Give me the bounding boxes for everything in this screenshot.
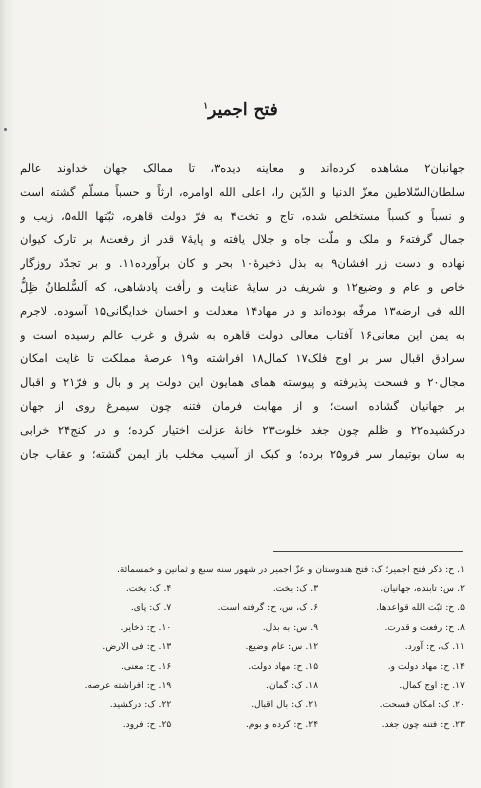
footnote: ۱۳. ح: فی الارض.: [102, 641, 172, 653]
footnote: ۱۴. ح: مهاد دولت و.: [387, 660, 465, 672]
text-line: سرادق اقبال سر بر اوج فلک۱۷ کمال۱۸ افراشته و۱۹ عرصهٔ مملکت تا غایت امکان: [20, 351, 465, 366]
footnote-row: [20, 657, 465, 676]
footnote: ۲۰. ک: امکان فسحت.: [379, 699, 465, 711]
text-line: بر جهانیان گشاده است؛ و از مهابت فرمان فتنه چون سیمرغ روی از جهان: [20, 398, 465, 413]
footnote-row: [20, 579, 465, 598]
footnote-row: [20, 676, 465, 695]
footnote: ۵. ح: ثبّت الله قواعدها.: [376, 602, 465, 614]
footnote: ۱۲. س: عام وضیع.: [245, 641, 319, 653]
text-line: و نسباً و کسباً مستخلص شده، تاج و تخت۴ به فرّ دولت قاهره، ثبّتها الله۵، زیب و: [20, 208, 465, 223]
footnote: ۲. س: تابنده، جهانیان.: [380, 583, 465, 594]
footnote-row: [20, 695, 465, 714]
text-line: خاص و عام و وضیع۱۲ و شریف در سایهٔ عنایت و رأفت پادشاهی، که اَلسُّلطانُ ظِلُّ: [20, 279, 465, 294]
footnote: ۴. ک: بخت.: [125, 583, 172, 594]
text-line: مجال۲۰ و فسحت پذیرفته و پیوسته همای همایون این دولت پر و بال و فرّ۲۱ و اقبال: [20, 375, 465, 390]
footnotes: [20, 560, 465, 734]
footnote: ۷. ک: پای.: [130, 602, 172, 614]
footnote: ۶. ک، س، ح: گرفته است.: [217, 602, 319, 614]
footnote: ۱۱. ک، ح: آورد.: [404, 641, 465, 653]
footnote: ۳. ک: بخت.: [272, 583, 319, 594]
footnote-row: [20, 637, 465, 656]
footnote: ۱۵. ح: مهاد دولت.: [248, 660, 319, 672]
text-line: الله فی ارضه۱۳ مرفّه بوده‌اند و در مهاد۱۴ معدلت و احسان خدایگانی۱۵ آسوده. لاجرم: [20, 303, 465, 318]
chapter-title-footnote-ref: ۱: [203, 101, 209, 112]
footnote-divider: [273, 551, 463, 552]
footnote: ۲۴. ح: کرده و بوم.: [245, 718, 319, 730]
footnote-row: [20, 715, 465, 734]
footnote: ۲۵. ح: فرود.: [122, 718, 172, 730]
text-line: جمال گرفته۶ و ملک و ملّت جاه و جلال یافته و پایهٔ۷ قدر از رفعت۸ بر تارک کیوان: [20, 232, 465, 247]
text-line: سلطان‌السّلاطین معزّ الدنیا و الدّین را، اعلی الله اوامره، ارثاً و حسباً مسلّم گشته است: [20, 184, 465, 199]
footnote: ۲۲. ک: درکشید.: [109, 699, 172, 711]
margin-mark: [4, 128, 7, 131]
text-line: نهاده و دست زر افشان۹ به بذل ذخیرهٔ۱۰ بحر و کان برآورده۱۱. و بر تجدّد روزگار: [20, 256, 465, 271]
text-line: جهانبان۲ مشاهده کرده‌اند و معاینه دیده۳، تا ممالک جهان خداوند عالم: [20, 161, 465, 175]
footnote-row: [20, 618, 465, 637]
footnote: ۱۸. ک: گمان.: [266, 679, 319, 691]
footnote: ۹. س: به بذل.: [262, 621, 319, 633]
footnote: ۱۷. ح: اوج کمال.: [399, 679, 465, 691]
chapter-title: [0, 100, 481, 120]
footnote-row: [20, 598, 465, 617]
chapter-title-text: فتح اجمیر: [208, 100, 278, 120]
text-line: درکشیده۲۲ و ظلم چون جغد خلوت۲۳ خانهٔ عزلت اختیار کرده؛ و در کنج۲۴ خرابی: [20, 422, 465, 437]
footnote: ۱۹. ح: افراشته عرصه.: [84, 679, 172, 691]
text-line: به یمن این معانی۱۶ آفتاب معالی دولت قاهره به شرق و غرب عالم رسیده است و: [20, 327, 465, 342]
footnote: ۸. ح: رفعت و قدرت.: [384, 621, 465, 633]
footnote: ۱۰. ح: ذخایر.: [120, 621, 172, 633]
body-text: [20, 157, 465, 466]
footnote: ۲۳. ح: فتنه چون جغد.: [381, 718, 465, 730]
footnote: ۱۶. ح: معنی.: [120, 660, 172, 672]
text-line: به سان بوتیمار سر فرو۲۵ برده؛ و کبک از آسیب مخلب باز ایمن گشته؛ و عقاب جان: [20, 446, 465, 461]
footnote: ۲۱. ک: بال اقبال.: [251, 699, 319, 711]
footnote: ۱. ح: ذکر فتح اجمیر؛ ک: فتح هندوستان و عزّ اجمیر در شهور سنه سبع و ثمانین و خمسمائة.: [116, 564, 465, 575]
